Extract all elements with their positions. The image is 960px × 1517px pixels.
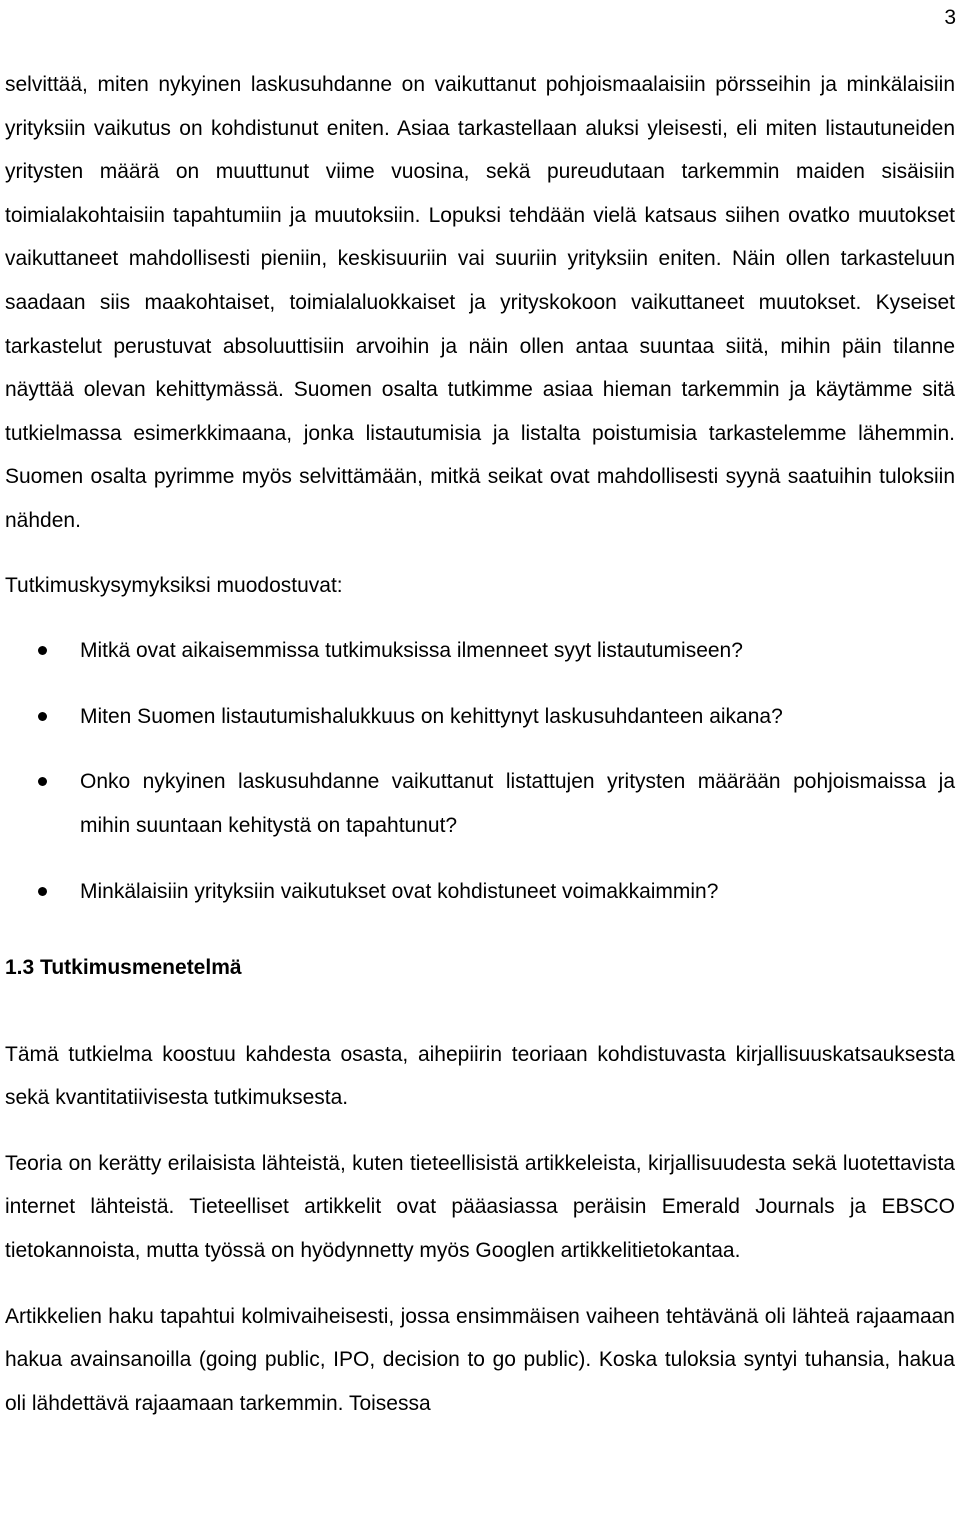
research-question-text: Mitkä ovat aikaisemmissa tutkimuksissa ilmenneet syyt listautumiseen? (80, 639, 743, 663)
intro-paragraph: selvittää, miten nykyinen laskusuhdanne on vaikuttanut pohjoismaalaisiin pörsseihin ja minkälaisiin yrityksiin vaikutus on kohdistunut eniten. Asiaa tarkastellaan aluksi yleisesti, eli miten listautuneiden yritysten määrä on muuttunut viime vuosina, sekä pureudutaan tarkemmin maiden sisäisiin toimialakohtaisiin tapahtumiin ja muutoksiin. Lopuksi tehdään vielä katsaus siihen ovatko muutokset vaikuttaneet mahdollisesti pieniin, keskisuuriin vai suuriin yrityksiin eniten. Näin ollen tarkasteluun saadaan siis maakohtaiset, toimialaluokkaiset ja yrityskokoon vaikuttaneet muutokset. Kyseiset tarkastelut perustuvat absoluuttisiin arvoihin ja näin ollen antaa suuntaa siitä, mihin päin tilanne näyttää olevan kehittymässä. Suomen osalta tutkimme asiaa hieman tarkemmin ja käytämme sitä tutkielmassa esimerkkimaana, jonka listautumisia ja listalta poistumisia tarkastelemme lähemmin. Suomen osalta pyrimme myös selvittämään, mitkä seikat ovat mahdollisesti syynä saatuihin tuloksiin nähden. (5, 73, 955, 532)
research-question-item (5, 760, 955, 847)
page-content (5, 63, 955, 1425)
research-question-text: Onko nykyinen laskusuhdanne vaikuttanut listattujen yritysten määrään pohjoismaissa ja mihin suuntaan kehitystä on tapahtunut? (80, 770, 955, 837)
bullet-icon (38, 646, 47, 655)
section-number: 1.3 (5, 956, 35, 980)
research-question-item (5, 629, 955, 673)
method-paragraph: Teoria on kerätty erilaisista lähteistä, kuten tieteellisistä artikkeleista, kirjallisuudesta sekä luotettavista internet lähteistä. Tieteelliset artikkelit ovat pääasiassa peräisin Emerald Journals ja EBSCO tietokannoista, mutta työssä on hyödynnetty myös Googlen artikkelitietokantaa. (5, 1151, 955, 1263)
research-questions-list (5, 629, 955, 913)
research-question-text: Minkälaisiin yrityksiin vaikutukset ovat kohdistuneet voimakkaimmin? (80, 879, 719, 903)
bullet-icon (38, 712, 47, 721)
method-paragraph: Artikkelien haku tapahtui kolmivaiheisesti, jossa ensimmäisen vaiheen tehtävänä oli lähteä rajaamaan hakua avainsanoilla (going public, IPO, decision to go public). Koska tuloksia syntyi tuhansia, hakua oli lähdettävä rajaamaan tarkemmin. Toisessa (5, 1304, 955, 1415)
section-heading (5, 946, 955, 990)
bullet-icon (38, 777, 47, 786)
bullet-icon (38, 887, 47, 896)
research-question-item (5, 695, 955, 739)
questions-intro: Tutkimuskysymyksiksi muodostuvat: (5, 573, 343, 597)
section-title: Tutkimusmenetelmä (40, 956, 242, 980)
method-paragraph: Tämä tutkielma koostuu kahdesta osasta, aihepiirin teoriaan kohdistuvasta kirjallisuuskatsauksesta sekä kvantitatiivisesta tutkimuksesta. (5, 1042, 955, 1110)
research-question-text: Miten Suomen listautumishalukkuus on kehittynyt laskusuhdanteen aikana? (80, 704, 783, 728)
research-question-item (5, 870, 955, 914)
page-number: 3 (944, 6, 956, 29)
